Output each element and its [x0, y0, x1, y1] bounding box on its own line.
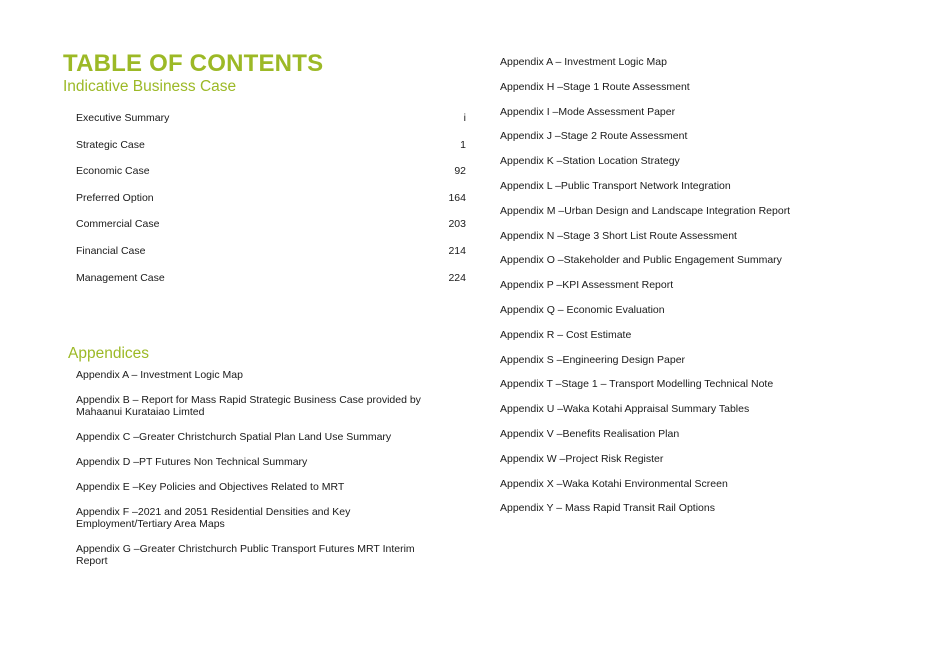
appendix-entry[interactable]: Appendix J –Stage 2 Route Assessment — [500, 130, 688, 143]
toc-entry-page: 203 — [448, 218, 466, 231]
toc-entry[interactable] — [76, 270, 466, 297]
page-title: TABLE OF CONTENTS — [63, 50, 324, 77]
appendix-entry[interactable]: Appendix W –Project Risk Register — [500, 452, 664, 465]
toc-entry[interactable] — [76, 163, 466, 190]
appendix-entry[interactable]: Appendix A – Investment Logic Map — [76, 369, 243, 381]
toc-entry[interactable] — [76, 190, 466, 217]
appendix-entry[interactable]: Appendix G –Greater Christchurch Public Transport Futures MRT Interim Report — [76, 543, 415, 567]
appendix-entry[interactable]: Appendix B – Report for Mass Rapid Strategic Business Case provided by Mahaanui Kurataiao Limted — [76, 394, 421, 418]
toc-entry[interactable] — [76, 110, 466, 137]
appendix-entry[interactable]: Appendix N –Stage 3 Short List Route Assessment — [500, 229, 737, 242]
appendix-entry[interactable]: Appendix P –KPI Assessment Report — [500, 279, 674, 292]
appendix-entry[interactable]: Appendix R – Cost Estimate — [500, 328, 632, 341]
appendix-entry[interactable]: Appendix T –Stage 1 – Transport Modelling Technical Note — [500, 378, 774, 391]
toc-entry-page: 92 — [454, 165, 466, 178]
toc-entry-label: Preferred Option — [76, 191, 154, 204]
toc-entry-page: 164 — [448, 191, 466, 204]
appendices-list-left — [76, 369, 446, 580]
appendix-entry[interactable]: Appendix E –Key Policies and Objectives Related to MRT — [76, 481, 345, 493]
toc-entry-label: Economic Case — [76, 165, 150, 178]
toc-entry[interactable] — [76, 137, 466, 164]
appendix-entry[interactable]: Appendix D –PT Futures Non Technical Summary — [76, 456, 308, 468]
appendix-entry[interactable]: Appendix L –Public Transport Network Integration — [500, 179, 731, 192]
appendix-entry[interactable]: Appendix V –Benefits Realisation Plan — [500, 427, 680, 440]
toc-entry-page: 224 — [448, 271, 466, 284]
appendix-entry[interactable]: Appendix F –2021 and 2051 Residential Densities and Key Employment/Tertiary Area Maps — [76, 506, 351, 530]
toc-entry-label: Management Case — [76, 271, 165, 284]
appendices-list-right — [500, 55, 920, 526]
appendix-entry[interactable]: Appendix Y – Mass Rapid Transit Rail Options — [500, 502, 715, 515]
toc-entry-label: Strategic Case — [76, 138, 145, 151]
appendix-entry[interactable]: Appendix M –Urban Design and Landscape Integration Report — [500, 204, 791, 217]
appendix-entry[interactable]: Appendix I –Mode Assessment Paper — [500, 105, 676, 118]
appendix-entry[interactable]: Appendix H –Stage 1 Route Assessment — [500, 80, 690, 93]
appendix-entry[interactable]: Appendix U –Waka Kotahi Appraisal Summary Tables — [500, 403, 750, 416]
appendix-entry[interactable]: Appendix O –Stakeholder and Public Engagement Summary — [500, 254, 782, 267]
appendices-heading: Appendices — [68, 345, 150, 362]
toc-entry-page: 214 — [448, 244, 466, 257]
toc-entry-label: Executive Summary — [76, 112, 170, 124]
appendix-entry[interactable]: Appendix S –Engineering Design Paper — [500, 353, 686, 366]
page-subtitle: Indicative Business Case — [63, 78, 237, 95]
toc-list — [76, 110, 466, 296]
toc-entry-page: i — [463, 112, 466, 124]
toc-entry-page: 1 — [460, 138, 466, 151]
toc-entry-label: Commercial Case — [76, 218, 160, 231]
appendix-entry[interactable]: Appendix A – Investment Logic Map — [500, 56, 667, 68]
toc-entry[interactable] — [76, 243, 466, 270]
toc-entry-label: Financial Case — [76, 244, 146, 257]
appendix-entry[interactable]: Appendix C –Greater Christchurch Spatial Plan Land Use Summary — [76, 431, 392, 443]
appendix-entry[interactable]: Appendix K –Station Location Strategy — [500, 155, 680, 168]
appendix-entry[interactable]: Appendix X –Waka Kotahi Environmental Screen — [500, 477, 728, 490]
toc-entry[interactable] — [76, 216, 466, 243]
appendix-entry[interactable]: Appendix Q – Economic Evaluation — [500, 303, 665, 316]
